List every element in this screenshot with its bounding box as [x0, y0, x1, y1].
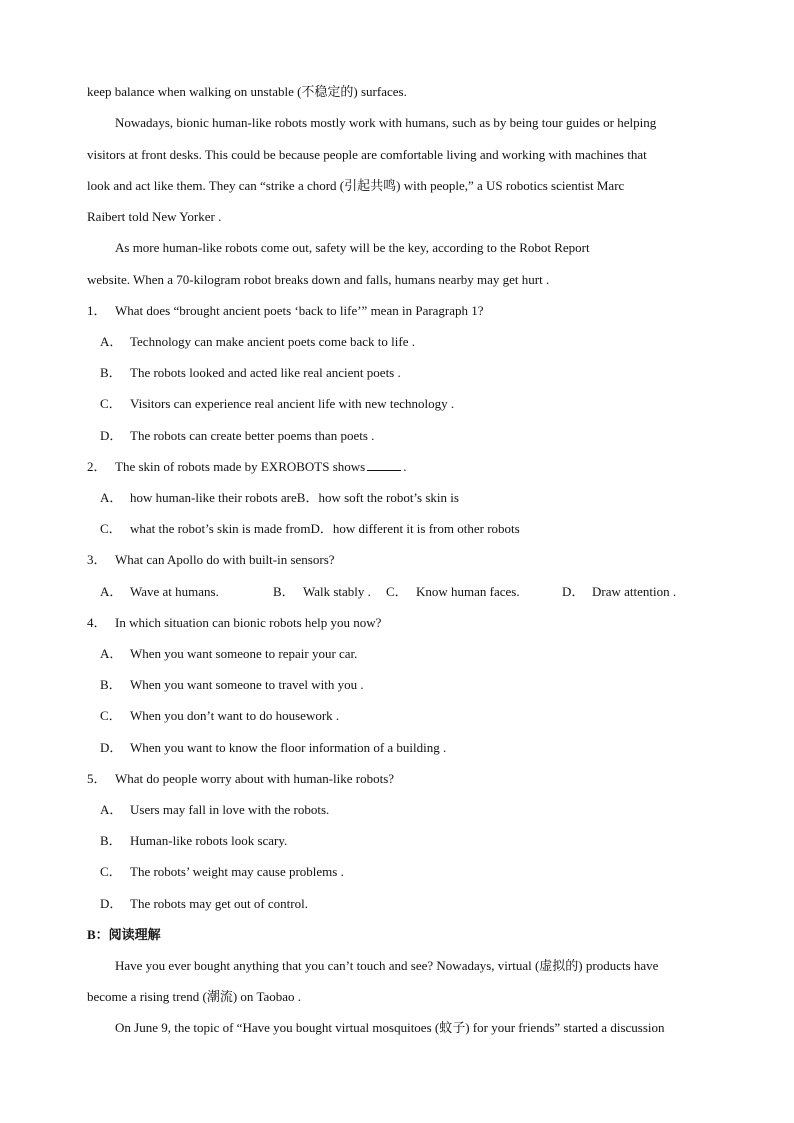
question-5	[87, 771, 394, 787]
option-4a[interactable]	[100, 646, 357, 662]
question-text: What does “brought ancient poets ‘back to life’” mean in Paragraph 1?	[115, 303, 484, 318]
question-1	[87, 303, 484, 319]
option-4d[interactable]	[100, 740, 446, 756]
option-text: how soft the robot’s skin is	[318, 490, 459, 505]
option-label: D．	[562, 584, 585, 599]
option-text: how human-like their robots are	[130, 490, 297, 505]
option-label: B．	[100, 833, 122, 848]
option-label: C．	[100, 521, 122, 536]
option-label: A．	[100, 584, 123, 599]
option-label: B．	[100, 365, 122, 380]
question-2	[87, 459, 407, 475]
answer-blank	[367, 459, 401, 471]
option-text: When you don’t want to do housework .	[130, 708, 340, 723]
option-1d[interactable]	[100, 428, 374, 444]
option-5a[interactable]	[100, 802, 329, 818]
option-5d[interactable]	[100, 896, 308, 912]
passage-line: On June 9, the topic of “Have you bought virtual mosquitoes (蚊子) for your friends” started a discussion	[115, 1020, 665, 1035]
option-label: D．	[100, 740, 123, 755]
option-2b[interactable]	[297, 490, 459, 505]
option-label: A．	[100, 334, 123, 349]
option-text: When you want to know the floor information of a building .	[130, 740, 447, 755]
option-text: Human-like robots look scary.	[130, 833, 288, 848]
question-text: In which situation can bionic robots help you now?	[115, 615, 382, 630]
passage-line: keep balance when walking on unstable (不稳定的) surfaces.	[87, 84, 407, 99]
option-label: D．	[100, 896, 123, 911]
option-label: A．	[100, 490, 123, 505]
option-label: C．	[100, 396, 122, 411]
options-row-2cd	[100, 521, 520, 537]
option-1c[interactable]	[100, 396, 454, 412]
option-label: A．	[100, 802, 123, 817]
question-3	[87, 552, 335, 568]
option-3d[interactable]	[562, 584, 676, 600]
option-text: The robots’ weight may cause problems .	[130, 864, 344, 879]
question-number: 4．	[87, 615, 107, 630]
option-2c[interactable]	[100, 521, 311, 536]
option-text: Draw attention .	[592, 584, 677, 599]
question-number: 1．	[87, 303, 107, 318]
option-text: what the robot’s skin is made from	[130, 521, 311, 536]
option-text: Walk stably .	[303, 584, 371, 599]
passage-line: Have you ever bought anything that you can’t touch and see? Nowadays, virtual (虚拟的) products have	[115, 958, 659, 973]
passage-line: visitors at front desks. This could be because people are comfortable living and working with machines that	[87, 147, 647, 162]
option-text: Technology can make ancient poets come back to life .	[130, 334, 415, 349]
passage-line: become a rising trend (潮流) on Taobao .	[87, 989, 302, 1004]
option-label: A．	[100, 646, 123, 661]
option-1b[interactable]	[100, 365, 401, 381]
question-number: 3．	[87, 552, 107, 567]
option-text: Wave at humans.	[130, 584, 219, 599]
option-label: B．	[273, 584, 295, 599]
passage-line: As more human-like robots come out, safety will be the key, according to the Robot Report	[115, 240, 590, 255]
option-5b[interactable]	[100, 833, 287, 849]
option-2a[interactable]	[100, 490, 297, 505]
question-text: What can Apollo do with built-in sensors?	[115, 552, 335, 567]
passage-line: website. When a 70-kilogram robot breaks down and falls, humans nearby may get hurt .	[87, 272, 550, 287]
section-heading: B：阅读理解	[87, 927, 161, 942]
passage-line: Raibert told New Yorker .	[87, 209, 222, 224]
option-label: B．	[296, 490, 319, 505]
option-text: The robots can create better poems than poets .	[130, 428, 375, 443]
question-4	[87, 615, 381, 631]
option-text: The robots looked and acted like real ancient poets .	[130, 365, 401, 380]
option-text: When you want someone to travel with you .	[130, 677, 364, 692]
question-text: The skin of robots made by EXROBOTS shows	[115, 459, 366, 474]
option-text: Visitors can experience real ancient life with new technology .	[130, 396, 455, 411]
passage-line: Nowadays, bionic human-like robots mostly work with humans, such as by being tour guides or helping	[115, 115, 657, 130]
option-4c[interactable]	[100, 708, 339, 724]
option-text: When you want someone to repair your car.	[130, 646, 358, 661]
option-label: C．	[386, 584, 408, 599]
question-number: 5．	[87, 771, 107, 786]
option-text: how different it is from other robots	[332, 521, 520, 536]
question-text-end: .	[403, 459, 407, 474]
option-label: C．	[100, 708, 122, 723]
option-4b[interactable]	[100, 677, 364, 693]
question-number: 2．	[87, 459, 107, 474]
option-3c[interactable]	[386, 584, 520, 600]
option-3b[interactable]	[273, 584, 371, 600]
option-text: Users may fall in love with the robots.	[130, 802, 330, 817]
option-label: D．	[100, 428, 123, 443]
option-2d[interactable]	[311, 521, 520, 536]
option-text: Know human faces.	[416, 584, 520, 599]
option-5c[interactable]	[100, 864, 344, 880]
option-1a[interactable]	[100, 334, 415, 350]
option-label: D．	[310, 521, 333, 536]
passage-line: look and act like them. They can “strike a chord (引起共鸣) with people,” a US robotics scientist Marc	[87, 178, 625, 193]
option-label: B．	[100, 677, 122, 692]
question-text: What do people worry about with human-like robots?	[115, 771, 395, 786]
option-text: The robots may get out of control.	[130, 896, 308, 911]
option-label: C．	[100, 864, 122, 879]
option-3a[interactable]	[100, 584, 219, 600]
options-row-2ab	[100, 490, 459, 506]
